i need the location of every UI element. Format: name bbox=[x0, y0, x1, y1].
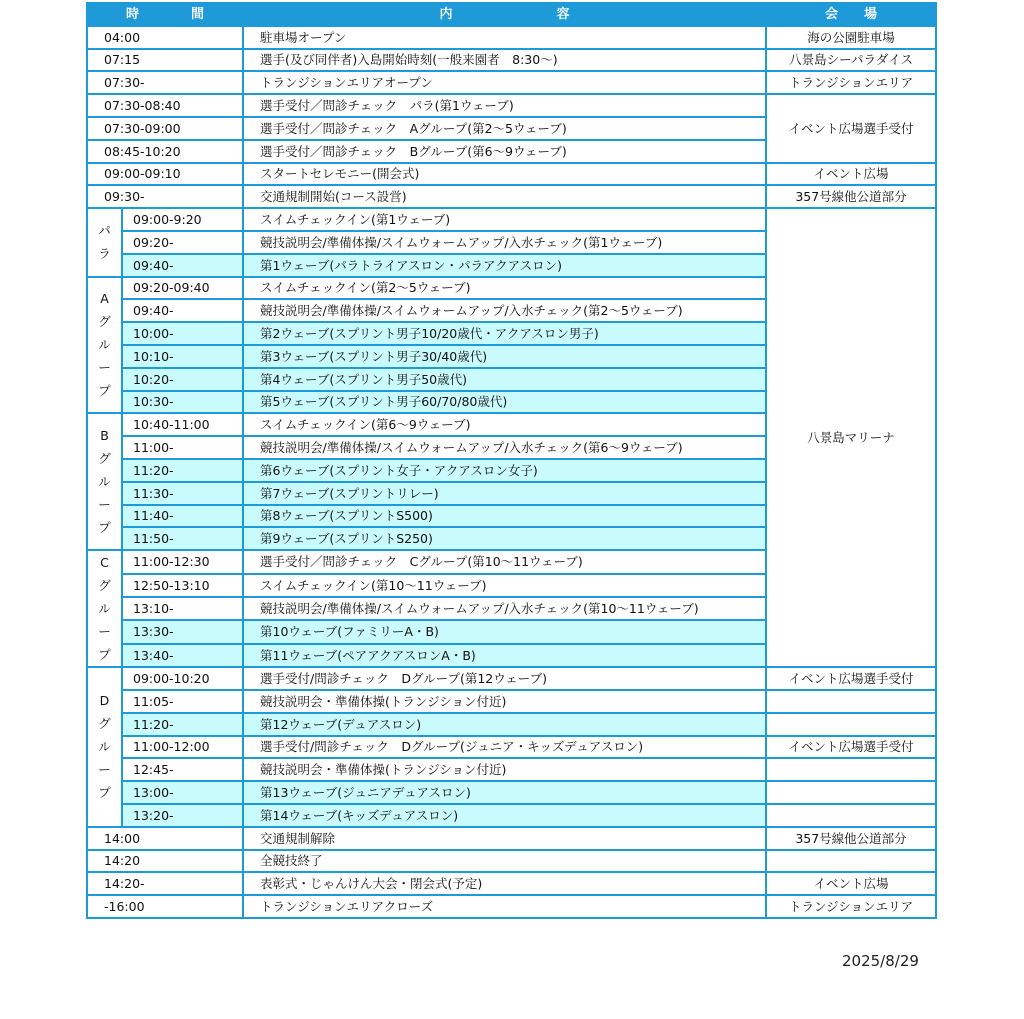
content-cell: 第5ウェーブ(スプリント男子60/70/80歳代) bbox=[243, 391, 766, 414]
group-label-char: プ bbox=[98, 383, 111, 399]
group-label-char: ラ bbox=[98, 246, 111, 262]
time-cell: 10:20- bbox=[122, 368, 243, 391]
group-label-cell bbox=[87, 667, 122, 827]
time-cell: 09:00-09:10 bbox=[87, 163, 243, 186]
time-cell: 13:20- bbox=[122, 804, 243, 827]
content-cell: 選手受付／問診チェック Bグループ(第6～9ウェーブ) bbox=[243, 140, 766, 163]
content-cell: 競技説明会/準備体操/スイムウォームアップ/入水チェック(第2～5ウェーブ) bbox=[243, 299, 766, 322]
group-label-char: ル bbox=[98, 337, 111, 353]
group-label-char: グ bbox=[98, 578, 111, 594]
table-row bbox=[87, 736, 936, 759]
group-label-char: ー bbox=[98, 762, 111, 778]
table-row bbox=[87, 895, 936, 918]
content-cell: 第9ウェーブ(スプリントS250) bbox=[243, 527, 766, 550]
time-cell: 13:00- bbox=[122, 781, 243, 804]
group-label-char: A bbox=[100, 291, 109, 307]
venue-cell: イベント広場 bbox=[766, 163, 936, 186]
time-cell: 12:50-13:10 bbox=[122, 574, 243, 597]
schedule-table bbox=[86, 2, 937, 919]
content-cell: 第3ウェーブ(スプリント男子30/40歳代) bbox=[243, 345, 766, 368]
content-cell: 第6ウェーブ(スプリント女子・アクアスロン女子) bbox=[243, 459, 766, 482]
content-cell: 第10ウェーブ(ファミリーA・B) bbox=[243, 620, 766, 643]
venue-cell bbox=[766, 850, 936, 873]
content-cell: 全競技終了 bbox=[243, 850, 766, 873]
content-cell: スイムチェックイン(第2～5ウェーブ) bbox=[243, 277, 766, 300]
content-cell: 選手受付／問診チェック Cグループ(第10～11ウェーブ) bbox=[243, 550, 766, 573]
group-label-char: グ bbox=[98, 314, 111, 330]
content-cell: 第13ウェーブ(ジュニアデュアスロン) bbox=[243, 781, 766, 804]
content-cell: スイムチェックイン(第10～11ウェーブ) bbox=[243, 574, 766, 597]
content-cell: 競技説明会・準備体操(トランジション付近) bbox=[243, 758, 766, 781]
group-label-cell bbox=[87, 277, 122, 414]
time-cell: 13:10- bbox=[122, 597, 243, 620]
content-cell: 競技説明会/準備体操/スイムウォームアップ/入水チェック(第6～9ウェーブ) bbox=[243, 436, 766, 459]
venue-cell: 357号線他公道部分 bbox=[766, 185, 936, 208]
venue-cell bbox=[766, 690, 936, 713]
venue-cell: トランジションエリア bbox=[766, 895, 936, 918]
content-cell: スイムチェックイン(第1ウェーブ) bbox=[243, 208, 766, 231]
group-label-char: D bbox=[99, 693, 110, 709]
time-cell: 11:00-12:30 bbox=[122, 550, 243, 573]
table-row bbox=[87, 71, 936, 94]
time-cell: 10:10- bbox=[122, 345, 243, 368]
group-label-char: プ bbox=[98, 647, 111, 663]
content-cell: 第11ウェーブ(ペアアクアスロンA・B) bbox=[243, 644, 766, 667]
group-label-char: プ bbox=[98, 520, 111, 536]
table-row bbox=[87, 827, 936, 850]
content-cell: 交通規制開始(コース設営) bbox=[243, 185, 766, 208]
time-cell: 11:00-12:00 bbox=[122, 736, 243, 759]
content-cell: トランジションエリアオープン bbox=[243, 71, 766, 94]
group-label-char: グ bbox=[98, 716, 111, 732]
time-cell: 14:00 bbox=[87, 827, 243, 850]
content-cell: 競技説明会・準備体操(トランジション付近) bbox=[243, 690, 766, 713]
venue-cell: トランジションエリア bbox=[766, 71, 936, 94]
content-cell: 第8ウェーブ(スプリントS500) bbox=[243, 505, 766, 528]
time-cell: 14:20 bbox=[87, 850, 243, 873]
content-cell: 選手(及び同伴者)入島開始時刻(一般来園者 8:30～) bbox=[243, 49, 766, 72]
venue-cell bbox=[766, 781, 936, 804]
content-cell: 選手受付／問診チェック パラ(第1ウェーブ) bbox=[243, 94, 766, 117]
content-cell: 第14ウェーブ(キッズデュアスロン) bbox=[243, 804, 766, 827]
venue-cell: 八景島シーパラダイス bbox=[766, 49, 936, 72]
venue-cell: イベント広場選手受付 bbox=[766, 667, 936, 690]
time-cell: 11:20- bbox=[122, 713, 243, 736]
time-cell: 09:00-10:20 bbox=[122, 667, 243, 690]
time-cell: 10:30- bbox=[122, 391, 243, 414]
time-cell: 11:30- bbox=[122, 482, 243, 505]
content-cell: 駐車場オープン bbox=[243, 26, 766, 49]
time-cell: 07:30-08:40 bbox=[87, 94, 243, 117]
time-cell: 14:20- bbox=[87, 872, 243, 895]
time-cell: 10:40-11:00 bbox=[122, 413, 243, 436]
table-row bbox=[87, 208, 936, 231]
group-label-char: ル bbox=[98, 601, 111, 617]
venue-cell: 八景島マリーナ bbox=[766, 208, 936, 667]
content-cell: 競技説明会/準備体操/スイムウォームアップ/入水チェック(第10～11ウェーブ) bbox=[243, 597, 766, 620]
group-label-char: B bbox=[100, 428, 109, 444]
group-label-char: ー bbox=[98, 624, 111, 640]
group-label-char: ー bbox=[98, 497, 111, 513]
content-cell: スタートセレモニー(開会式) bbox=[243, 163, 766, 186]
time-cell: 11:05- bbox=[122, 690, 243, 713]
content-cell: スイムチェックイン(第6～9ウェーブ) bbox=[243, 413, 766, 436]
venue-cell bbox=[766, 713, 936, 736]
content-cell: 第12ウェーブ(デュアスロン) bbox=[243, 713, 766, 736]
table-row bbox=[87, 850, 936, 873]
time-cell: 11:40- bbox=[122, 505, 243, 528]
content-cell: 競技説明会/準備体操/スイムウォームアップ/入水チェック(第1ウェーブ) bbox=[243, 231, 766, 254]
header-row bbox=[87, 3, 936, 26]
time-cell: 11:20- bbox=[122, 459, 243, 482]
schedule-body bbox=[87, 26, 936, 918]
time-cell: 13:30- bbox=[122, 620, 243, 643]
content-cell: 第4ウェーブ(スプリント男子50歳代) bbox=[243, 368, 766, 391]
table-row bbox=[87, 94, 936, 117]
time-cell: 07:15 bbox=[87, 49, 243, 72]
venue-cell: 海の公園駐車場 bbox=[766, 26, 936, 49]
time-cell: 09:30- bbox=[87, 185, 243, 208]
table-row bbox=[87, 163, 936, 186]
group-label-char: ル bbox=[98, 739, 111, 755]
time-cell: 09:20- bbox=[122, 231, 243, 254]
table-row bbox=[87, 185, 936, 208]
venue-cell: イベント広場選手受付 bbox=[766, 736, 936, 759]
table-row bbox=[87, 690, 936, 713]
table-row bbox=[87, 26, 936, 49]
table-row bbox=[87, 667, 936, 690]
time-cell: 04:00 bbox=[87, 26, 243, 49]
table-row bbox=[87, 872, 936, 895]
group-label-char: ー bbox=[98, 360, 111, 376]
time-cell: -16:00 bbox=[87, 895, 243, 918]
time-cell: 11:00- bbox=[122, 436, 243, 459]
content-cell: 選手受付／問診チェック Aグループ(第2～5ウェーブ) bbox=[243, 117, 766, 140]
time-cell: 09:00-9:20 bbox=[122, 208, 243, 231]
table-row bbox=[87, 49, 936, 72]
time-cell: 09:40- bbox=[122, 299, 243, 322]
table-row bbox=[87, 804, 936, 827]
time-cell: 13:40- bbox=[122, 644, 243, 667]
header-content: 内 容 bbox=[243, 3, 766, 26]
time-cell: 08:45-10:20 bbox=[87, 140, 243, 163]
group-label-cell bbox=[87, 413, 122, 550]
time-cell: 07:30- bbox=[87, 71, 243, 94]
group-label-char: グ bbox=[98, 451, 111, 467]
content-cell: 選手受付/問診チェック Dグループ(ジュニア・キッズデュアスロン) bbox=[243, 736, 766, 759]
content-cell: 第7ウェーブ(スプリントリレー) bbox=[243, 482, 766, 505]
venue-cell bbox=[766, 758, 936, 781]
time-cell: 11:50- bbox=[122, 527, 243, 550]
content-cell: トランジションエリアクローズ bbox=[243, 895, 766, 918]
group-label-cell bbox=[87, 208, 122, 276]
group-label-char: プ bbox=[98, 785, 111, 801]
venue-cell bbox=[766, 804, 936, 827]
content-cell: 表彰式・じゃんけん大会・閉会式(予定) bbox=[243, 872, 766, 895]
content-cell: 第2ウェーブ(スプリント男子10/20歳代・アクアスロン男子) bbox=[243, 322, 766, 345]
time-cell: 09:40- bbox=[122, 254, 243, 277]
content-cell: 第1ウェーブ(パラトライアスロン・パラアクアスロン) bbox=[243, 254, 766, 277]
group-label-char: C bbox=[100, 555, 109, 571]
content-cell: 交通規制解除 bbox=[243, 827, 766, 850]
table-row bbox=[87, 713, 936, 736]
time-cell: 10:00- bbox=[122, 322, 243, 345]
time-cell: 09:20-09:40 bbox=[122, 277, 243, 300]
group-label-char: パ bbox=[98, 223, 111, 239]
venue-cell: 357号線他公道部分 bbox=[766, 827, 936, 850]
content-cell: 選手受付/問診チェック Dグループ(第12ウェーブ) bbox=[243, 667, 766, 690]
venue-cell: イベント広場 bbox=[766, 872, 936, 895]
document-date: 2025/8/29 bbox=[842, 952, 919, 970]
group-label-cell bbox=[87, 550, 122, 667]
header-venue: 会 場 bbox=[766, 3, 936, 26]
time-cell: 12:45- bbox=[122, 758, 243, 781]
header-time: 時 間 bbox=[87, 3, 243, 26]
venue-cell: イベント広場選手受付 bbox=[766, 94, 936, 162]
group-label-char: ル bbox=[98, 474, 111, 490]
table-row bbox=[87, 758, 936, 781]
table-row bbox=[87, 781, 936, 804]
time-cell: 07:30-09:00 bbox=[87, 117, 243, 140]
